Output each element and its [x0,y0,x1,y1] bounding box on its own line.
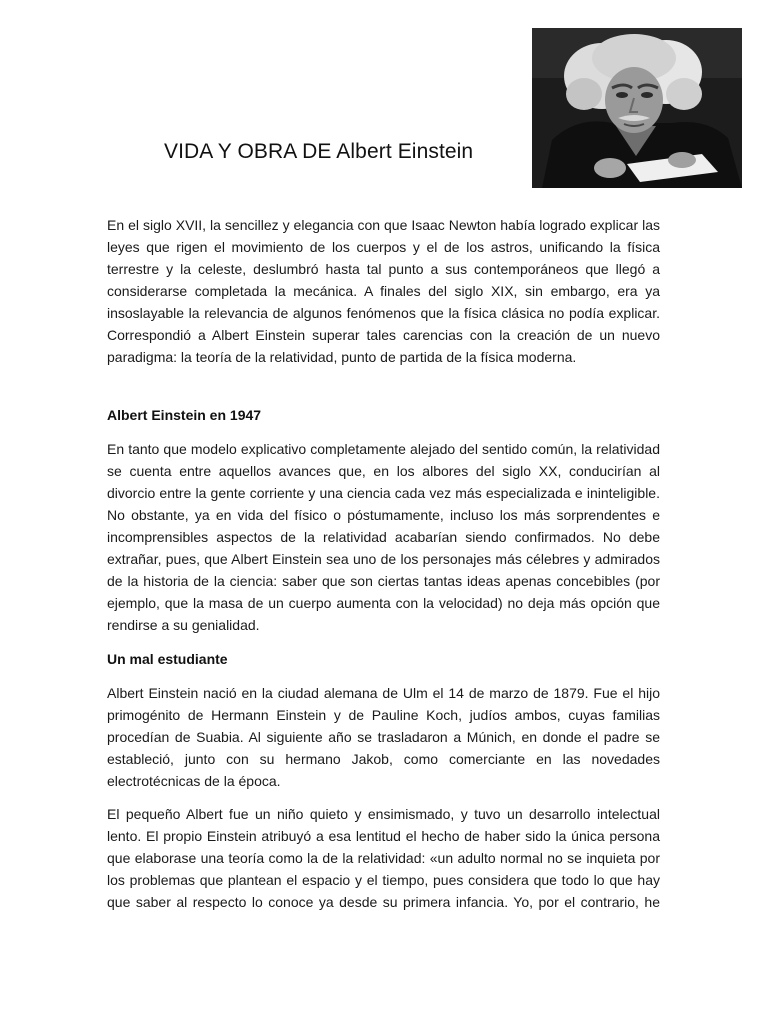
section-paragraph-birth: Albert Einstein nació en la ciudad alemana de Ulm el 14 de marzo de 1879. Fue el hijo primogénito de Hermann Einstein y de Pauline Koch, judíos ambos, cuyas familias procedían de Suabia. Al siguiente año se trasladaron a Múnich, en donde el padre se estableció, junto con su hermano Jakob, como comerciante en las novedades electrotécnicas de la época. [107,685,660,789]
section-heading-mal-estudiante: Un mal estudiante [107,651,228,667]
section-heading-einstein-1947: Albert Einstein en 1947 [107,407,262,423]
intro-paragraph: En el siglo XVII, la sencillez y elegancia con que Isaac Newton había logrado explicar las leyes que rigen el movimiento de los cuerpos y el de los astros, unificando la física terrestre y la celeste, deslumbró hasta tal punto a sus contemporáneos que llegó a considerarse completada la mecánica. A finales del siglo XIX, sin embargo, era ya insoslayable la relevancia de algunos fenómenos que la física clásica no podía explicar. Correspondió a Albert Einstein superar tales carencias con la creación de un nuevo paradigma: la teoría de la relatividad, punto de partida de la física moderna. [107,217,660,365]
einstein-portrait-photo [532,28,742,188]
document-body [107,214,660,913]
section-paragraph-childhood: El pequeño Albert fue un niño quieto y ensimismado, y tuvo un desarrollo intelectual lento. El propio Einstein atribuyó a esa lentitud el hecho de haber sido la única persona que elaborase una teoría como la de la relatividad: «un adulto normal no se inquieta por los problemas que plantean el espacio y el tiempo, pues considera que todo lo que hay que saber al respecto lo conoce ya desde su primera infancia. Yo, por el contrario, he [107,806,660,910]
document-title: VIDA Y OBRA DE Albert Einstein [164,140,474,163]
section-paragraph-relativity: En tanto que modelo explicativo completamente alejado del sentido común, la relatividad se cuenta entre aquellos avances que, en los albores del siglo XX, conducirían al divorcio entre la gente corriente y una ciencia cada vez más especializada e ininteligible. No obstante, ya en vida del físico o póstumamente, incluso los más sorprendentes e incomprensibles aspectos de la relatividad acabarían siendo confirmados. No debe extrañar, pues, que Albert Einstein sea uno de los personajes más célebres y admirados de la historia de la ciencia: saber que son ciertas tantas ideas apenas concebibles (por ejemplo, que la masa de un cuerpo aumenta con la velocidad) no deja más opción que rendirse a su genialidad. [107,441,660,633]
